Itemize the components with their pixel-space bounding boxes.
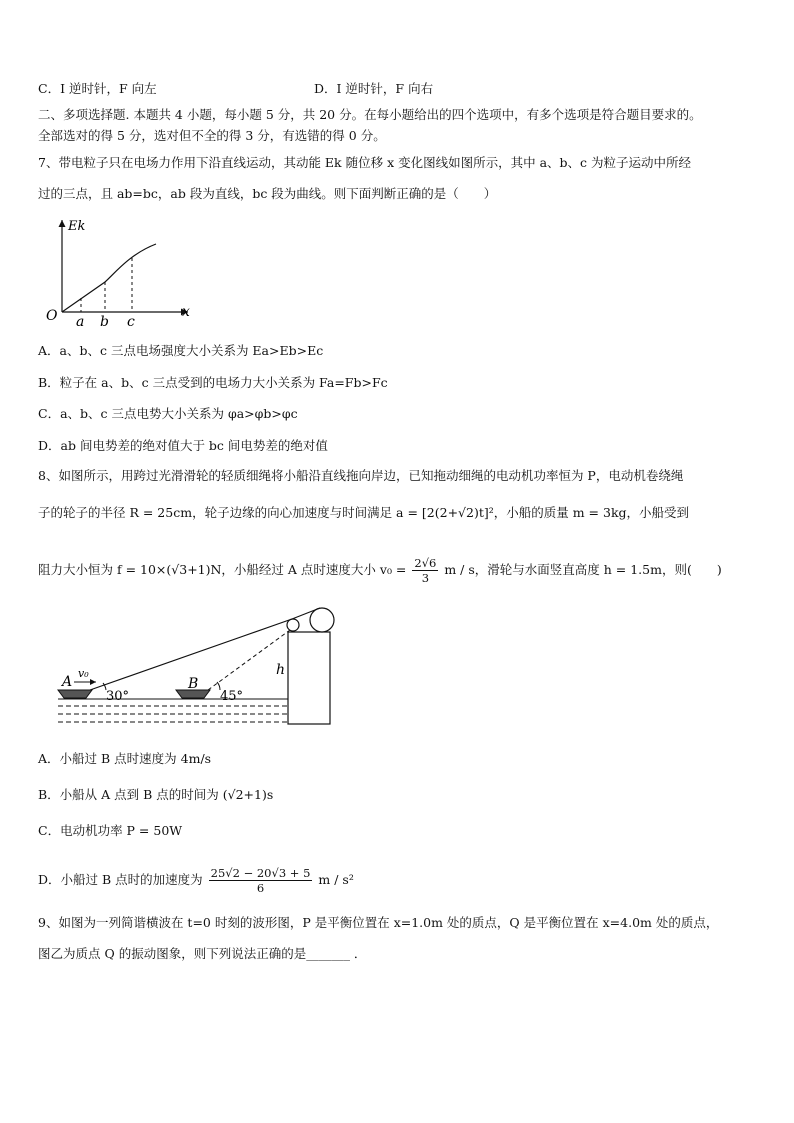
boat-a [58, 690, 92, 698]
ek-curve [62, 244, 156, 312]
y-axis-label: Ek [68, 219, 86, 234]
q8-option-d-den: 6 [256, 881, 265, 895]
origin-label: O [46, 308, 58, 324]
q8-stem-line2: 子的轮子的半径 R = 25cm，轮子边缘的向心加速度与时间满足 a = [2(2+√2)t]²，小船的质量 m = 3kg，小船受到 [38, 505, 690, 520]
q8-boat-figure [52, 600, 352, 730]
q8-option-d-num: 25√2 − 20√3 + 5 [210, 866, 311, 880]
q8-v0-fraction [412, 556, 438, 585]
label-a: A [62, 674, 73, 690]
q7-option-b: B．粒子在 a、b、c 三点受到的电场力大小关系为 Fa=Fb>Fc [38, 375, 388, 390]
q8-option-d-post: m / s² [318, 872, 354, 887]
q7-stem-line1: 7、带电粒子只在电场力作用下沿直线运动，其动能 Ek 随位移 x 变化图线如图所示，其中 a、b、c 为粒子运动中所经 [38, 155, 691, 170]
q6-option-c: C．I 逆时针，F 向左 [38, 81, 157, 96]
q8-stem-line1: 8、如图所示，用跨过光滑滑轮的轻质细绳将小船沿直线拖向岸边，已知拖动细绳的电动机功率恒为 P，电动机卷绕绳 [38, 468, 684, 483]
q8-v0-num: 2√6 [414, 556, 437, 570]
q8-option-d-pre: D．小船过 B 点时的加速度为 [38, 872, 203, 887]
q8-option-d [38, 866, 354, 895]
label-b: B [188, 676, 199, 692]
angle-a: 30° [106, 689, 130, 704]
motor-wheel [310, 608, 334, 632]
q7-ek-graph [38, 212, 198, 330]
q6-option-d: D．I 逆时针，F 向右 [314, 81, 434, 96]
q8-option-a: A．小船过 B 点时速度为 4m/s [38, 751, 212, 766]
point-b-label: b [100, 314, 109, 330]
section2-line2: 全部选对的得 5 分，选对但不全的得 3 分，有选错的得 0 分。 [38, 128, 386, 143]
q9-stem-line1: 9、如图为一列简谐横波在 t=0 时刻的波形图，P 是平衡位置在 x=1.0m 处的质点，Q 是平衡位置在 x=4.0m 处的质点， [38, 915, 719, 930]
point-a-label: a [76, 314, 85, 330]
rope-from-b [208, 630, 290, 690]
q8-stem-line3 [38, 556, 722, 585]
section2-line1: 二、多项选择题. 本题共 4 小题，每小题 5 分，共 20 分。在每小题给出的四个选项中，有多个选项是符合题目要求的。 [38, 107, 702, 122]
q8-stem-line3-pre: 阻力大小恒为 f = 10×(√3+1)N，小船经过 A 点时速度大小 v₀ = [38, 562, 407, 577]
q8-option-c: C．电动机功率 P = 50W [38, 823, 183, 838]
pulley-small [287, 619, 299, 631]
q8-option-b: B．小船从 A 点到 B 点的时间为 (√2+1)s [38, 787, 274, 802]
q8-v0-den: 3 [421, 571, 430, 585]
q8-stem-line3-post: m / s，滑轮与水面竖直高度 h = 1.5m，则( ) [444, 562, 722, 577]
x-axis-label: x [182, 304, 190, 320]
q7-option-a: A．a、b、c 三点电场强度大小关系为 Ea>Eb>Ec [38, 343, 324, 358]
q9-stem-line2: 图乙为质点 Q 的振动图象，则下列说法正确的是_______ ． [38, 946, 367, 961]
point-c-label: c [127, 314, 135, 330]
q7-option-c: C．a、b、c 三点电势大小关系为 φa>φb>φc [38, 406, 298, 421]
label-v0: v₀ [78, 667, 89, 680]
shore-tower [288, 632, 330, 724]
label-h: h [276, 662, 286, 678]
q7-option-d: D．ab 间电势差的绝对值大于 bc 间电势差的绝对值 [38, 438, 328, 453]
q7-stem-line2: 过的三点，且 ab=bc，ab 段为直线，bc 段为曲线。则下面判断正确的是（ ） [38, 186, 497, 201]
angle-b: 45° [220, 689, 244, 704]
q8-option-d-fraction [209, 866, 313, 895]
